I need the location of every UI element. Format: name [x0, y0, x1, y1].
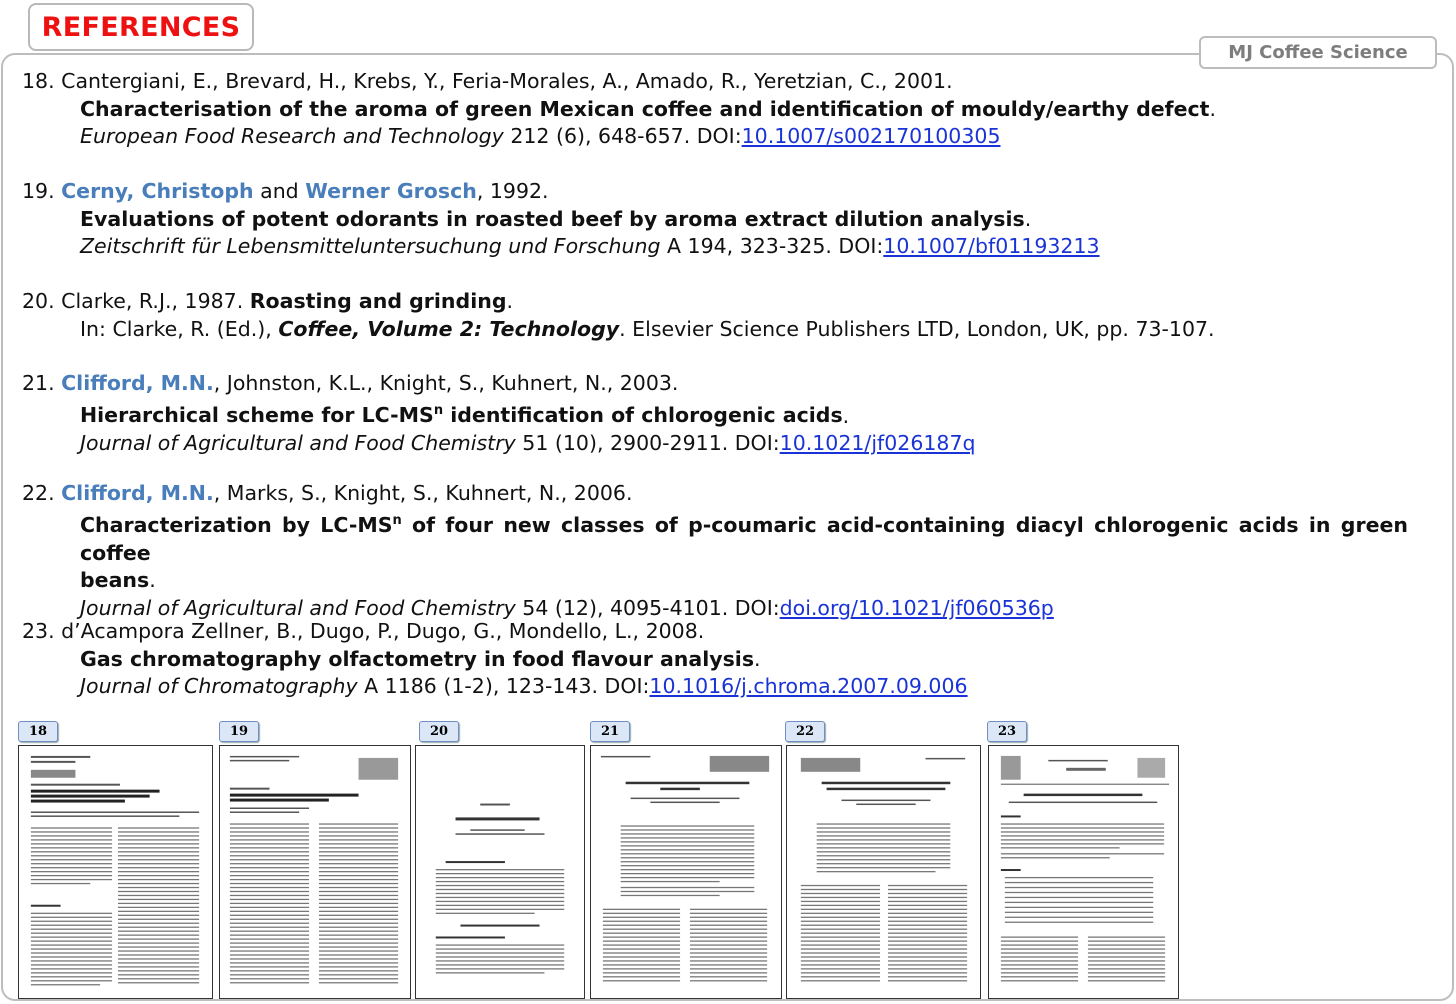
ref-title: Characterization by $LC-MS^n$ of four new classes of p-coumaric acid-containing diacyl chlorogenic acids in green coffee	[80, 513, 1408, 565]
ref-title: Roasting and grinding	[249, 289, 507, 313]
ref-title: Hierarchical scheme for $LC-MS^n$ identification of chlorogenic acids	[80, 403, 843, 428]
page-title: REFERENCES	[28, 3, 254, 51]
ref-book: Coffee, Volume 2: Technology	[278, 316, 620, 341]
ref-title: Characterisation of the aroma of green Mexican coffee and identification of mouldy/earthy defect	[80, 96, 1210, 121]
author-link[interactable]: Werner Grosch	[305, 179, 477, 203]
paper-thumbnail-20[interactable]	[415, 745, 585, 999]
reference-19: 19. Cerny, Christoph and Werner Grosch, 1992. Evaluations of potent odorants in roasted beef by aroma extract dilution analysis. Zeitschrift für Lebensmitteluntersuchung und Forschung A 194, 323-325. DOI:10.1007/bf01193213	[22, 179, 1100, 258]
paper-thumbnail-22[interactable]	[786, 745, 981, 999]
reference-22: 22. Clifford, M.N., Marks, S., Knight, S., Kuhnert, N., 2006. Characterization by $LC-MS^n$ of four new classes of p-coumaric acid-containing diacyl chlorogenic acids in green coffee beans. Journal of Agricultural and Food Chemistry 54 (12), 4095-4101. DOI:doi.org/10.1021/jf060536p	[22, 481, 1408, 620]
thumbnail-label-20: 20	[419, 721, 459, 742]
brand-badge: MJ Coffee Science	[1199, 36, 1437, 69]
paper-thumbnail-18[interactable]	[18, 745, 213, 999]
reference-23: 23. d’Acampora Zellner, B., Dugo, P., Dugo, G., Mondello, L., 2008. Gas chromatography olfactometry in food flavour analysis. Journal of Chromatography A 1186 (1-2), 123-143. DOI:10.1016/j.chroma.2007.09.006	[22, 619, 968, 698]
ref-title: Gas chromatography olfactometry in food flavour analysis	[80, 646, 755, 671]
doi-link-19[interactable]: 10.1007/bf01193213	[883, 234, 1100, 258]
author-link[interactable]: Clifford, M.N.	[61, 371, 214, 395]
paper-thumbnail-23[interactable]	[988, 745, 1179, 999]
ref-journal: European Food Research and Technology	[80, 124, 504, 148]
thumbnail-label-21: 21	[590, 721, 630, 742]
ref-journal: Zeitschrift für Lebensmitteluntersuchung und Forschung	[80, 234, 661, 258]
author-link[interactable]: Cerny, Christoph	[61, 179, 254, 203]
ref-journal: Journal of Agricultural and Food Chemistry	[80, 430, 516, 455]
doi-link-18[interactable]: 10.1007/s002170100305	[741, 124, 1001, 148]
thumbnail-label-19: 19	[219, 721, 259, 742]
thumbnail-label-22: 22	[785, 721, 825, 742]
ref-journal: Journal of Agricultural and Food Chemistry	[80, 595, 516, 620]
doi-link-23[interactable]: 10.1016/j.chroma.2007.09.006	[649, 674, 968, 698]
ref-journal: Journal of Chromatography	[80, 674, 358, 698]
ref-title: Evaluations of potent odorants in roasted beef by aroma extract dilution analysis	[80, 206, 1025, 231]
thumbnail-label-18: 18	[18, 721, 58, 742]
reference-18: 18. Cantergiani, E., Brevard, H., Krebs, Y., Feria-Morales, A., Amado, R., Yeretzian, C., 2001. Characterisation of the aroma of green Mexican coffee and identification of mouldy/earthy defect. European Food Research and Technology 212 (6), 648-657. DOI:10.1007/s002170100305	[22, 69, 1216, 148]
doi-link-21[interactable]: 10.1021/jf026187q	[779, 430, 976, 455]
thumbnail-label-23: 23	[987, 721, 1027, 742]
doi-link-22[interactable]: doi.org/10.1021/jf060536p	[779, 595, 1054, 620]
reference-20: 20. Clarke, R.J., 1987. Roasting and grinding. In: Clarke, R. (Ed.), Coffee, Volume 2: Technology. Elsevier Science Publishers LTD, London, UK, pp. 73-107.	[22, 289, 1215, 341]
reference-21: 21. Clifford, M.N., Johnston, K.L., Knight, S., Kuhnert, N., 2003. Hierarchical scheme for $LC-MS^n$ identification of chlorogenic acids. Journal of Agricultural and Food Chemistry 51 (10), 2900-2911. DOI:10.1021/jf026187q	[22, 371, 976, 455]
author-link[interactable]: Clifford, M.N.	[61, 481, 214, 505]
paper-thumbnail-19[interactable]	[219, 745, 411, 999]
paper-thumbnail-21[interactable]	[590, 745, 782, 999]
